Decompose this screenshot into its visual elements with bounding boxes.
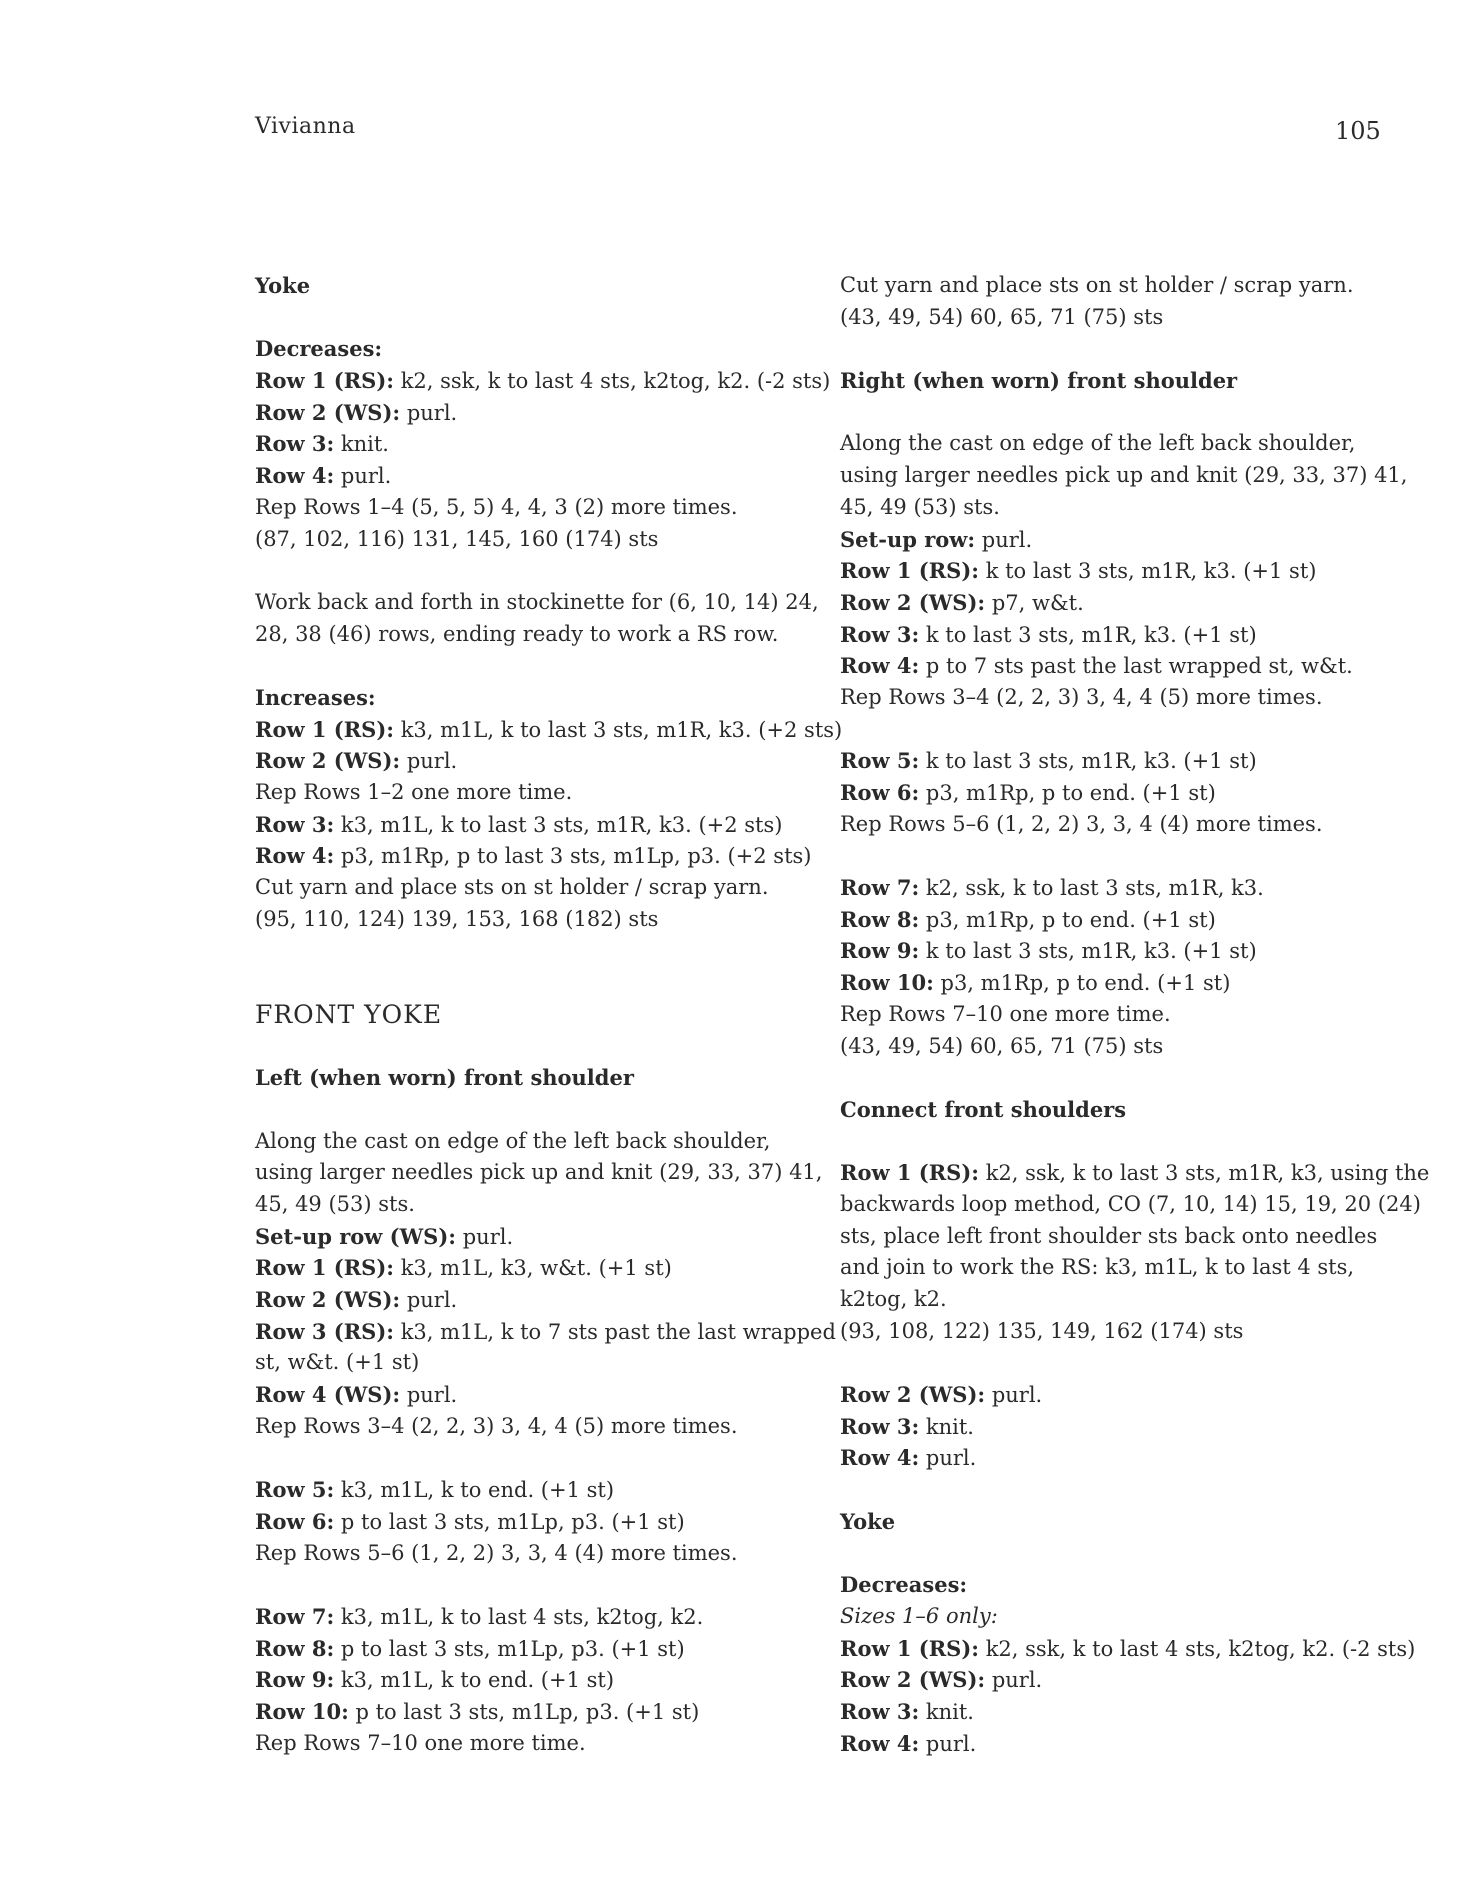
- line-text: p to last 3 sts, m1Lp, p3. (+1 st): [348, 1699, 700, 1724]
- text-line: [255, 1379, 795, 1411]
- text-line: [255, 587, 819, 619]
- line-text: k3, m1L, k to last 4 sts, k2tog, k2.: [334, 1604, 704, 1629]
- bold-label: Row 9:: [840, 938, 920, 964]
- line-text: k3, m1L, k to end. (+1 st): [334, 1478, 615, 1503]
- line-text: k2, ssk, k to last 3 sts, m1R, k3, using the: [979, 1161, 1430, 1186]
- bold-label: Row 7:: [840, 875, 920, 901]
- line-text: k to last 3 sts, m1R, k3. (+1 st): [919, 622, 1257, 647]
- text-line: [255, 619, 795, 651]
- text-line: [255, 1474, 795, 1506]
- text-line: [255, 1347, 795, 1379]
- line-text: p7, w&t.: [985, 590, 1084, 615]
- text-line: [255, 1189, 795, 1221]
- bold-label: Row 8:: [255, 1635, 335, 1661]
- line-text: Rep Rows 7–10 one more time.: [255, 1730, 586, 1755]
- text-line: [840, 619, 1380, 651]
- blank-line: [255, 1031, 795, 1063]
- bold-label: Decreases:: [255, 336, 383, 362]
- line-text: Rep Rows 5–6 (1, 2, 2) 3, 3, 4 (4) more times.: [255, 1540, 738, 1565]
- bold-label: Row 1 (RS):: [255, 1255, 395, 1281]
- text-line: [840, 682, 1380, 714]
- bold-label: Row 3:: [840, 1698, 920, 1724]
- bold-label: Row 2 (WS):: [840, 1382, 986, 1408]
- line-text: k to last 3 sts, m1R, k3. (+1 st): [919, 939, 1257, 964]
- bold-label: Row 1 (RS):: [840, 1635, 980, 1661]
- line-text: p to last 3 sts, m1Lp, p3. (+1 st): [334, 1636, 685, 1661]
- line-text: knit.: [919, 1699, 974, 1724]
- text-line: [840, 1189, 1421, 1221]
- line-text: Cut yarn and place sts on st holder / scrap yarn.: [255, 875, 769, 900]
- text-line: [255, 428, 795, 460]
- text-line: [840, 365, 1380, 397]
- bold-label: Row 3:: [255, 811, 335, 837]
- text-line: [840, 872, 1380, 904]
- text-line: [840, 1031, 1380, 1063]
- text-line: [255, 270, 795, 302]
- text-line: [840, 1442, 1380, 1474]
- line-text: purl.: [985, 1668, 1043, 1693]
- bold-label: Row 3:: [840, 621, 920, 647]
- bold-label: Row 2 (WS):: [255, 399, 401, 425]
- blank-line: [840, 714, 1380, 746]
- line-text: Rep Rows 1–4 (5, 5, 5) 4, 4, 3 (2) more times.: [255, 494, 738, 519]
- line-text: purl.: [985, 1383, 1043, 1408]
- line-text: p to last 3 sts, m1Lp, p3. (+1 st): [334, 1509, 685, 1534]
- bold-label: Decreases:: [840, 1572, 968, 1598]
- text-line: [255, 1252, 795, 1284]
- line-text: knit.: [919, 1414, 974, 1439]
- text-line: [255, 1728, 795, 1760]
- text-line: [255, 872, 795, 904]
- line-text: Rep Rows 3–4 (2, 2, 3) 3, 4, 4 (5) more times.: [840, 684, 1323, 709]
- text-line: [255, 1601, 795, 1633]
- text-line: [840, 1569, 1380, 1601]
- line-text: purl.: [975, 527, 1033, 552]
- bold-label: Row 2 (WS):: [255, 748, 401, 774]
- line-text: k to last 3 sts, m1R, k3. (+1 st): [919, 749, 1257, 774]
- bold-label: Row 4:: [840, 1445, 920, 1471]
- line-text: using larger needles pick up and knit (29, 33, 37) 41,: [255, 1160, 823, 1185]
- line-text: purl.: [334, 464, 392, 489]
- text-line: [840, 1284, 1380, 1316]
- left-column: [255, 270, 843, 1759]
- line-text: 28, 38 (46) rows, ending ready to work a RS row.: [255, 621, 779, 646]
- line-text: p3, m1Rp, p to end. (+1 st): [919, 907, 1216, 932]
- text-line: [840, 650, 1380, 682]
- text-line: [840, 1696, 1380, 1728]
- text-line: [255, 460, 795, 492]
- bold-label: Row 1 (RS):: [840, 1160, 980, 1186]
- line-text: Rep Rows 5–6 (1, 2, 2) 3, 3, 4 (4) more times.: [840, 811, 1323, 836]
- bold-label: Yoke: [255, 273, 311, 298]
- text-line: [255, 1157, 823, 1189]
- line-text: purl.: [919, 1446, 977, 1471]
- text-line: [255, 1696, 795, 1728]
- bold-label: Set-up row (WS):: [255, 1223, 457, 1249]
- line-text: Along the cast on edge of the left back shoulder,: [255, 1128, 771, 1153]
- bold-label: Row 7:: [255, 1603, 335, 1629]
- text-line: [840, 428, 1380, 460]
- bold-label: Row 8:: [840, 906, 920, 932]
- line-text: purl.: [400, 1288, 458, 1312]
- line-text: 45, 49 (53) sts.: [255, 1191, 415, 1216]
- line-text: Cut yarn and place sts on st holder / scrap yarn.: [840, 273, 1354, 297]
- line-text: purl.: [400, 1383, 458, 1408]
- line-text: p3, m1Rp, p to end. (+1 st): [919, 781, 1216, 805]
- text-line: [840, 587, 1380, 619]
- line-text: sts, place left front shoulder sts back onto needles: [840, 1223, 1378, 1248]
- blank-line: [255, 1094, 795, 1126]
- line-text: k2, ssk, k to last 4 sts, k2tog, k2. (-2 sts): [979, 1636, 1416, 1661]
- bold-label: Row 1 (RS):: [840, 558, 980, 584]
- text-line: [255, 904, 795, 936]
- blank-line: [840, 840, 1380, 872]
- blank-line: [255, 967, 795, 999]
- bold-label: Row 6:: [840, 780, 920, 805]
- line-text: p to 7 sts past the last wrapped st, w&t.: [919, 654, 1353, 679]
- text-line: [840, 1094, 1380, 1126]
- text-line: [840, 777, 1380, 809]
- text-line: [840, 1633, 1416, 1665]
- page-number: 105: [1335, 117, 1381, 145]
- text-line: [255, 1284, 795, 1316]
- text-line: [255, 745, 795, 777]
- line-text: Rep Rows 1–2 one more time.: [255, 780, 573, 804]
- bold-label: Connect front shoulders: [840, 1096, 1127, 1122]
- line-text: p3, m1Rp, p to last 3 sts, m1Lp, p3. (+2 sts): [334, 844, 812, 869]
- text-line: [840, 555, 1380, 587]
- blank-line: [255, 555, 795, 587]
- line-text: Rep Rows 7–10 one more time.: [840, 1001, 1171, 1026]
- bold-label: Increases:: [255, 684, 376, 710]
- bold-label: Row 3:: [255, 431, 335, 457]
- bold-label: Row 3:: [840, 1413, 920, 1439]
- text-line: [840, 302, 1380, 334]
- text-line: [255, 777, 795, 809]
- text-line: [840, 745, 1380, 777]
- blank-line: [255, 935, 795, 967]
- text-line: [255, 682, 795, 714]
- bold-label: Set-up row:: [840, 526, 976, 552]
- text-line: [255, 1411, 795, 1443]
- line-text: k3, m1L, k to last 3 sts, m1R, k3. (+2 sts): [334, 812, 783, 837]
- line-text: k to last 3 sts, m1R, k3. (+1 st): [979, 559, 1317, 584]
- text-line: [255, 809, 795, 841]
- line-text: st, w&t. (+1 st): [255, 1350, 420, 1375]
- bold-label: Row 2 (WS):: [840, 1667, 986, 1693]
- line-text: k2, ssk, k to last 4 sts, k2tog, k2. (-2 sts): [394, 369, 831, 394]
- section-heading: FRONT YOKE: [255, 999, 443, 1029]
- text-line: [840, 270, 1380, 302]
- text-line: [840, 1506, 1380, 1538]
- text-line: [840, 1411, 1380, 1443]
- text-line: [840, 524, 1380, 556]
- blank-line: [840, 1062, 1380, 1094]
- text-line: [255, 524, 795, 556]
- text-line: [255, 1316, 836, 1348]
- line-text: k3, m1L, k to end. (+1 st): [334, 1668, 615, 1693]
- text-line: [840, 1728, 1380, 1760]
- size-note: Sizes 1–6 only:: [840, 1603, 998, 1628]
- text-line: [840, 1252, 1380, 1284]
- blank-line: [255, 650, 795, 682]
- text-line: [840, 809, 1380, 841]
- text-line: [255, 1633, 795, 1665]
- text-line: [255, 1506, 795, 1538]
- bold-label: Row 5:: [255, 1477, 335, 1503]
- text-line: [255, 1221, 795, 1253]
- line-text: purl.: [400, 400, 458, 425]
- bold-label: Row 4:: [255, 843, 335, 869]
- line-text: and join to work the RS: k3, m1L, k to last 4 sts,: [840, 1255, 1355, 1280]
- line-text: purl.: [400, 749, 458, 774]
- blank-line: [840, 333, 1380, 365]
- bold-label: Row 4:: [840, 653, 920, 679]
- line-text: p3, m1Rp, p to end. (+1 st): [933, 971, 1231, 996]
- text-line: [840, 460, 1408, 492]
- text-line: [840, 1316, 1380, 1348]
- text-line: [255, 1062, 795, 1094]
- line-text: k3, m1L, k to 7 sts past the last wrapped: [394, 1319, 836, 1344]
- line-text: k2, ssk, k to last 3 sts, m1R, k3.: [919, 876, 1264, 901]
- bold-label: Row 1 (RS):: [255, 716, 395, 742]
- text-line: [840, 1379, 1380, 1411]
- blank-line: [255, 1569, 795, 1601]
- line-text: k2tog, k2.: [840, 1287, 947, 1311]
- line-text: purl.: [456, 1224, 514, 1249]
- blank-line: [840, 1347, 1380, 1379]
- line-text: k3, m1L, k3, w&t. (+1 st): [394, 1256, 672, 1281]
- bold-label: Row 4:: [255, 463, 335, 489]
- text-line: [840, 492, 1380, 524]
- right-column: [840, 270, 1430, 1759]
- line-text: purl.: [919, 1731, 977, 1756]
- bold-label: Row 6:: [255, 1508, 335, 1534]
- text-line: [840, 1221, 1380, 1253]
- text-line: [255, 1538, 795, 1570]
- text-line: [840, 999, 1380, 1031]
- line-text: Work back and forth in stockinette for (6, 10, 14) 24,: [255, 589, 819, 614]
- text-line: [255, 492, 795, 524]
- bold-label: Row 4:: [840, 1730, 920, 1756]
- line-text: Along the cast on edge of the left back shoulder,: [840, 431, 1356, 456]
- text-line: [255, 333, 795, 365]
- blank-line: [840, 397, 1380, 429]
- text-line: [255, 397, 795, 429]
- line-text: (93, 108, 122) 135, 149, 162 (174) sts: [840, 1318, 1244, 1343]
- bold-label: Row 1 (RS):: [255, 368, 395, 394]
- text-line: [840, 904, 1380, 936]
- text-line: [840, 967, 1380, 999]
- bold-label: Right (when worn) front shoulder: [840, 368, 1238, 394]
- bold-label: Row 10:: [840, 970, 934, 996]
- line-text: 45, 49 (53) sts.: [840, 494, 1000, 519]
- line-text: knit.: [334, 432, 389, 457]
- line-text: (87, 102, 116) 131, 145, 160 (174) sts: [255, 526, 659, 551]
- line-text: using larger needles pick up and knit (29, 33, 37) 41,: [840, 463, 1408, 488]
- line-text: (43, 49, 54) 60, 65, 71 (75) sts: [840, 304, 1164, 329]
- bold-label: Yoke: [840, 1508, 896, 1534]
- bold-label: Row 4 (WS):: [255, 1382, 401, 1408]
- blank-line: [255, 1442, 795, 1474]
- line-text: k3, m1L, k to last 3 sts, m1R, k3. (+2 sts): [394, 717, 843, 742]
- line-text: backwards loop method, CO (7, 10, 14) 15, 19, 20 (24): [840, 1191, 1421, 1216]
- bold-label: Row 3 (RS):: [255, 1318, 395, 1344]
- text-line: [255, 1664, 795, 1696]
- line-text: Rep Rows 3–4 (2, 2, 3) 3, 4, 4 (5) more times.: [255, 1413, 738, 1438]
- bold-label: Left (when worn) front shoulder: [255, 1065, 634, 1091]
- bold-label: Row 2 (WS):: [255, 1287, 401, 1312]
- text-line: [840, 935, 1380, 967]
- bold-label: Row 10:: [255, 1698, 349, 1724]
- blank-line: [840, 1474, 1380, 1506]
- text-line: [255, 365, 831, 397]
- line-text: (95, 110, 124) 139, 153, 168 (182) sts: [255, 906, 659, 931]
- text-line: [840, 1664, 1380, 1696]
- text-line: [840, 1157, 1430, 1189]
- text-line: [255, 714, 843, 746]
- blank-line: [840, 1538, 1380, 1570]
- blank-line: [255, 302, 795, 334]
- text-line: [255, 1126, 795, 1158]
- bold-label: Row 9:: [255, 1667, 335, 1693]
- bold-label: Row 5:: [840, 748, 920, 774]
- blank-line: [840, 1126, 1380, 1158]
- text-line: [255, 840, 812, 872]
- line-text: (43, 49, 54) 60, 65, 71 (75) sts: [840, 1033, 1164, 1058]
- running-header-title: Vivianna: [255, 114, 356, 139]
- bold-label: Row 2 (WS):: [840, 589, 986, 615]
